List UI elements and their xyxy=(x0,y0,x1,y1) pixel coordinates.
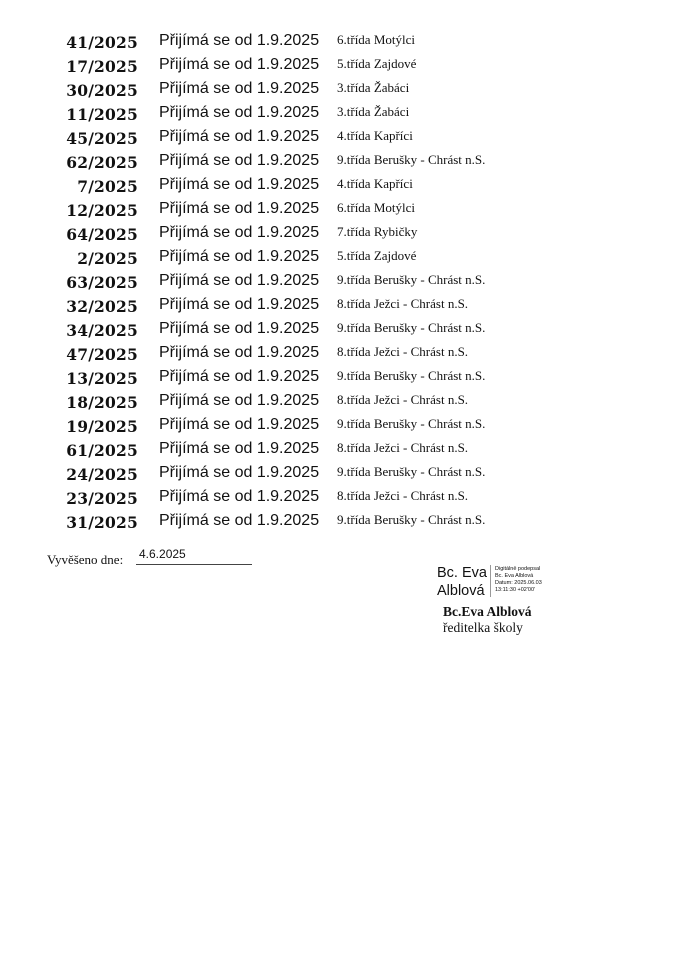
class-name: 9.třída Berušky - Chrást n.S. xyxy=(337,320,486,335)
class-name: 8.třída Ježci - Chrást n.S. xyxy=(337,344,469,359)
list-item xyxy=(0,510,689,534)
class-name: 9.třída Berušky - Chrást n.S. xyxy=(337,512,486,527)
registration-number: 64/2025 xyxy=(66,225,138,244)
class-name: 9.třída Berušky - Chrást n.S. xyxy=(337,272,486,287)
registration-number: 61/2025 xyxy=(66,441,138,460)
registration-number: 7/2025 xyxy=(77,177,138,196)
registration-number: 34/2025 xyxy=(66,321,138,340)
registration-number: 41/2025 xyxy=(66,33,138,52)
signature-divider xyxy=(490,565,491,597)
list-item xyxy=(0,198,689,222)
signer-name: Bc.Eva Alblová xyxy=(443,604,532,619)
list-item xyxy=(0,222,689,246)
class-name: 5.třída Zajdové xyxy=(337,248,417,263)
registration-number: 18/2025 xyxy=(66,393,138,412)
registration-number: 2/2025 xyxy=(77,249,138,268)
registration-number: 19/2025 xyxy=(66,417,138,436)
admission-status: Přijímá se od 1.9.2025 xyxy=(159,440,320,457)
registration-number: 45/2025 xyxy=(66,129,138,148)
admission-status: Přijímá se od 1.9.2025 xyxy=(159,368,320,385)
list-item xyxy=(0,366,689,390)
class-name: 6.třída Motýlci xyxy=(337,32,415,47)
list-item xyxy=(0,78,689,102)
admission-status: Přijímá se od 1.9.2025 xyxy=(159,296,320,313)
admissions-list xyxy=(0,30,689,534)
signer-block xyxy=(443,604,532,636)
registration-number: 63/2025 xyxy=(66,273,138,292)
admission-status: Přijímá se od 1.9.2025 xyxy=(159,224,320,241)
list-item xyxy=(0,342,689,366)
class-name: 9.třída Berušky - Chrást n.S. xyxy=(337,464,486,479)
posted-date xyxy=(136,547,252,565)
class-name: 3.třída Žabáci xyxy=(337,104,410,119)
list-item xyxy=(0,318,689,342)
class-name: 4.třída Kapříci xyxy=(337,128,413,143)
admission-status: Přijímá se od 1.9.2025 xyxy=(159,176,320,193)
class-name: 8.třída Ježci - Chrást n.S. xyxy=(337,296,469,311)
class-name: 8.třída Ježci - Chrást n.S. xyxy=(337,440,469,455)
class-name: 9.třída Berušky - Chrást n.S. xyxy=(337,368,486,383)
signature-detail-line: Datum: 2025.06.03 xyxy=(495,580,542,586)
class-name: 9.třída Berušky - Chrást n.S. xyxy=(337,416,486,431)
signature-name-line1: Bc. Eva xyxy=(437,565,487,581)
class-name: 5.třída Zajdové xyxy=(337,56,417,71)
list-item xyxy=(0,30,689,54)
admission-status: Přijímá se od 1.9.2025 xyxy=(159,512,320,529)
admission-status: Přijímá se od 1.9.2025 xyxy=(159,200,320,217)
admission-status: Přijímá se od 1.9.2025 xyxy=(159,128,320,145)
signature-detail-line: Bc. Eva Alblová xyxy=(495,573,534,579)
list-item xyxy=(0,150,689,174)
registration-number: 47/2025 xyxy=(66,345,138,364)
class-name: 3.třída Žabáci xyxy=(337,80,410,95)
list-item xyxy=(0,414,689,438)
admission-status: Přijímá se od 1.9.2025 xyxy=(159,104,320,121)
list-item xyxy=(0,462,689,486)
class-name: 9.třída Berušky - Chrást n.S. xyxy=(337,152,486,167)
admission-status: Přijímá se od 1.9.2025 xyxy=(159,464,320,481)
list-item xyxy=(0,486,689,510)
list-item xyxy=(0,390,689,414)
registration-number: 32/2025 xyxy=(66,297,138,316)
signature-details xyxy=(495,566,542,594)
registration-number: 24/2025 xyxy=(66,465,138,484)
admission-status: Přijímá se od 1.9.2025 xyxy=(159,488,320,505)
list-item xyxy=(0,294,689,318)
admission-status: Přijímá se od 1.9.2025 xyxy=(159,320,320,337)
registration-number: 17/2025 xyxy=(66,57,138,76)
admission-status: Přijímá se od 1.9.2025 xyxy=(159,56,320,73)
admission-status: Přijímá se od 1.9.2025 xyxy=(159,344,320,361)
list-item xyxy=(0,126,689,150)
class-name: 8.třída Ježci - Chrást n.S. xyxy=(337,488,469,503)
admission-status: Přijímá se od 1.9.2025 xyxy=(159,416,320,433)
list-item xyxy=(0,270,689,294)
list-item xyxy=(0,246,689,270)
admission-status: Přijímá se od 1.9.2025 xyxy=(159,392,320,409)
list-item xyxy=(0,54,689,78)
list-item xyxy=(0,102,689,126)
registration-number: 62/2025 xyxy=(66,153,138,172)
class-name: 4.třída Kapříci xyxy=(337,176,413,191)
admission-status: Přijímá se od 1.9.2025 xyxy=(159,248,320,265)
signature-detail-line: 13:11:30 +02'00' xyxy=(495,587,536,593)
class-name: 6.třída Motýlci xyxy=(337,200,415,215)
signature-name-line2: Alblová xyxy=(437,583,485,599)
posted-date-value: 4.6.2025 xyxy=(139,547,186,561)
list-item xyxy=(0,438,689,462)
registration-number: 31/2025 xyxy=(66,513,138,532)
admission-status: Přijímá se od 1.9.2025 xyxy=(159,152,320,169)
registration-number: 12/2025 xyxy=(66,201,138,220)
signature-name xyxy=(437,564,487,600)
class-name: 8.třída Ježci - Chrást n.S. xyxy=(337,392,469,407)
registration-number: 11/2025 xyxy=(66,105,138,124)
signature-detail-line: Digitálně podepsal xyxy=(495,566,541,572)
signer-role: ředitelka školy xyxy=(443,620,523,635)
digital-signature xyxy=(437,564,637,604)
posted-label: Vyvěšeno dne: xyxy=(47,552,124,567)
registration-number: 30/2025 xyxy=(66,81,138,100)
list-item xyxy=(0,174,689,198)
admission-status: Přijímá se od 1.9.2025 xyxy=(159,272,320,289)
registration-number: 13/2025 xyxy=(66,369,138,388)
registration-number: 23/2025 xyxy=(66,489,138,508)
class-name: 7.třída Rybičky xyxy=(337,224,418,239)
admission-status: Přijímá se od 1.9.2025 xyxy=(159,80,320,97)
admission-status: Přijímá se od 1.9.2025 xyxy=(159,32,320,49)
